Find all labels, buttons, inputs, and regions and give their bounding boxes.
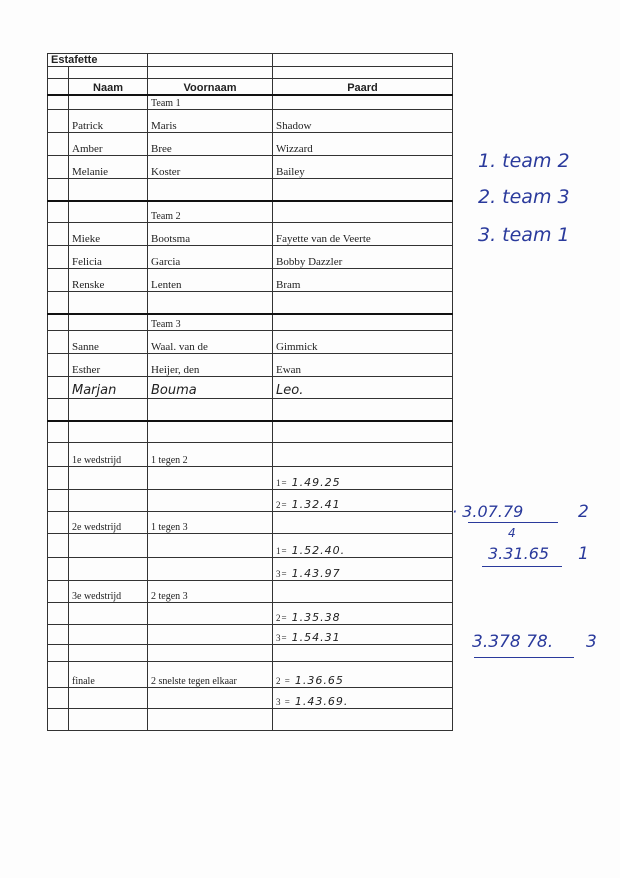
table-cell: Waal. van de <box>148 331 273 354</box>
result-cell: 1= 1.52.40. <box>273 534 453 558</box>
underline <box>482 566 562 567</box>
match-name: 3e wedstrijd <box>69 581 148 603</box>
table-cell: Bree <box>148 133 273 156</box>
table-cell: Wizzard <box>273 133 453 156</box>
table-cell: Amber <box>69 133 148 156</box>
handwritten-cell: Leo. <box>273 377 453 399</box>
total-rank: 3 <box>586 632 597 652</box>
match-name: 1e wedstrijd <box>69 443 148 467</box>
header-voornaam: Voornaam <box>148 79 273 95</box>
total-rank: 2 <box>578 502 589 522</box>
table-cell: Lenten <box>148 269 273 292</box>
result-cell: 3= 1.43.97 <box>273 558 453 581</box>
result-cell: 3 = 1.43.69. <box>273 688 453 709</box>
table-cell: Esther <box>69 354 148 377</box>
table-cell: Maris <box>148 110 273 133</box>
total-value: · 3.07.79 <box>452 502 524 521</box>
ranking-line: 1. team 2 <box>478 150 570 172</box>
team2-label: Team 2 <box>148 201 273 223</box>
header-paard: Paard <box>273 79 453 95</box>
total-value: 3.31.65 <box>488 544 550 563</box>
table-cell: Mieke <box>69 223 148 246</box>
match-pair: 1 tegen 2 <box>148 443 273 467</box>
table-cell: Garcia <box>148 246 273 269</box>
match-pair: 2 snelste tegen elkaar <box>148 662 273 688</box>
handwritten-cell: Bouma <box>148 377 273 399</box>
sheet-title: Estafette <box>48 54 148 67</box>
table-cell: Melanie <box>69 156 148 179</box>
match-pair: 2 tegen 3 <box>148 581 273 603</box>
table-cell: Felicia <box>69 246 148 269</box>
team1-label: Team 1 <box>148 95 273 110</box>
table-cell: Bootsma <box>148 223 273 246</box>
relay-table <box>47 53 453 731</box>
table-cell: Fayette van de Veerte <box>273 223 453 246</box>
table-cell: Koster <box>148 156 273 179</box>
table-cell: Renske <box>69 269 148 292</box>
table-cell: Gimmick <box>273 331 453 354</box>
result-cell: 2= 1.32.41 <box>273 490 453 512</box>
result-cell: 1= 1.49.25 <box>273 467 453 490</box>
total-correction: 4 <box>508 526 516 540</box>
ranking-line: 2. team 3 <box>478 186 570 208</box>
handwritten-cell: Marjan <box>69 377 148 399</box>
table-cell: Patrick <box>69 110 148 133</box>
match-pair: 1 tegen 3 <box>148 512 273 534</box>
header-naam: Naam <box>69 79 148 95</box>
table-cell: Heijer, den <box>148 354 273 377</box>
ranking-line: 3. team 1 <box>478 224 570 246</box>
table-cell: Bailey <box>273 156 453 179</box>
underline <box>468 522 558 523</box>
table-cell: Shadow <box>273 110 453 133</box>
result-cell: 2 = 1.36.65 <box>273 662 453 688</box>
table-cell: Sanne <box>69 331 148 354</box>
table-cell: Ewan <box>273 354 453 377</box>
match-name: 2e wedstrijd <box>69 512 148 534</box>
match-name: finale <box>69 662 148 688</box>
underline <box>474 657 574 658</box>
result-cell: 3= 1.54.31 <box>273 625 453 645</box>
result-cell: 2= 1.35.38 <box>273 603 453 625</box>
table-cell: Bobby Dazzler <box>273 246 453 269</box>
total-rank: 1 <box>578 544 589 564</box>
table-cell: Bram <box>273 269 453 292</box>
team3-label: Team 3 <box>148 314 273 331</box>
total-value: 3.378 78. <box>472 632 554 652</box>
